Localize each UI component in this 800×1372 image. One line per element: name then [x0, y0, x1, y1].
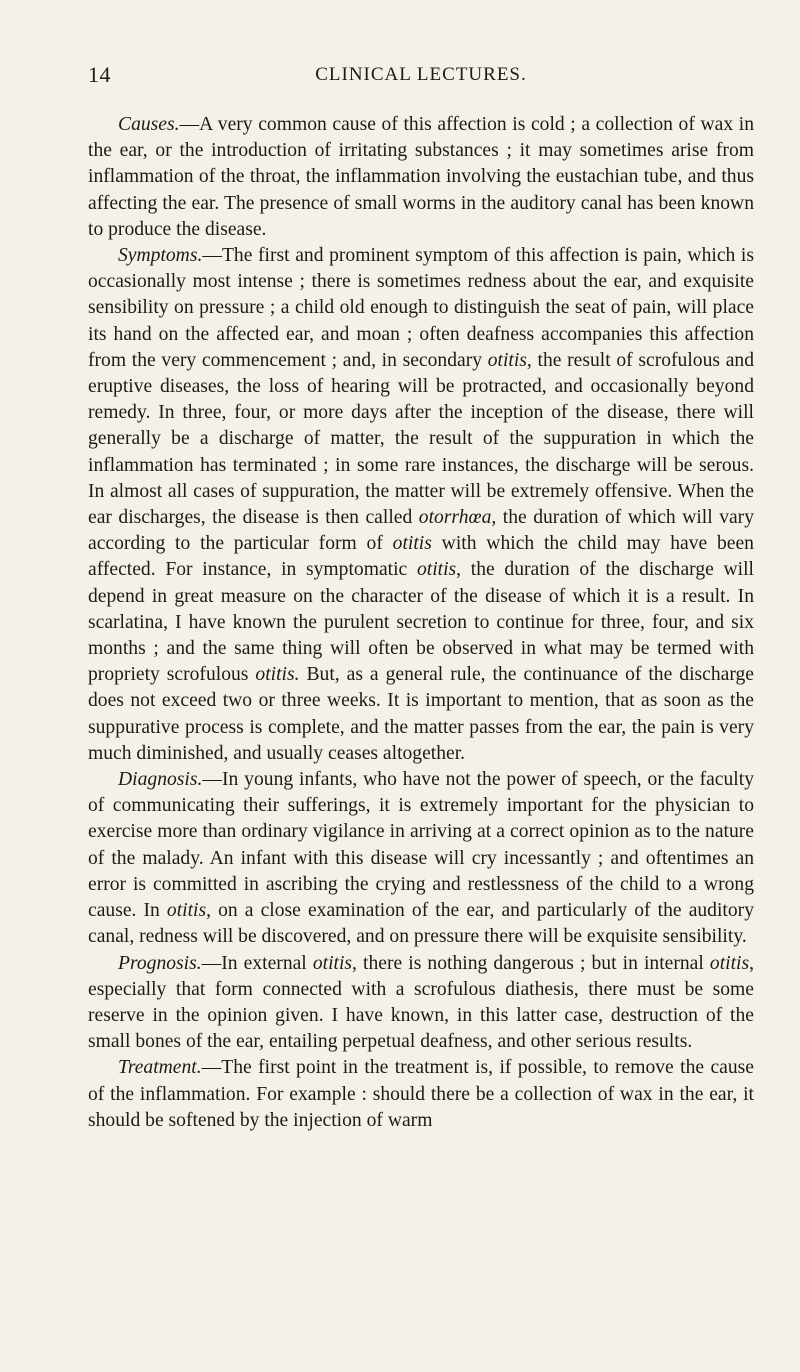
text-segment: —The first point in the treatment is, if possible, to remove the cause of the inflammation. For example : should there be a collection of wax in the ear, it should be softened by the injection of warm	[88, 1057, 754, 1131]
text-segment: , the result of scrofulous and eruptive diseases, the loss of hearing will be protracted, and occasionally beyond remedy. In three, four, or more days after the inception of the disease, there will generally be a discharge of matter, the result of the suppuration in which the inflammation has terminated ; in some rare instances, the discharge will be serous. In almost all cases of suppuration, the matter will be extremely offensive. When the ear discharges, the disease is then called	[88, 349, 754, 529]
italic-text: otitis	[416, 559, 457, 581]
italic-text: Diagnosis.	[118, 769, 203, 791]
italic-text: Causes.	[118, 114, 180, 135]
text-segment: —In young infants, who have not the power of speech, or the faculty of communicating their sufferings, it is extremely important for the physician to exercise more than ordinary vigilance in arriving at a correct opinion as to the nature of the malady. An infant with this disease will cry incessantly ; and oftentimes an error is committed in ascribing the crying and restlessness of the child to a wrong cause. In	[88, 769, 754, 922]
page-header	[88, 62, 754, 96]
text-segment: —A very common cause of this affection is cold ; a collection of wax in the ear, or the introduction of irritating substances ; it may sometimes arise from inflammation of the throat, the inflammation involving the eustachian tube, and thus affecting the ear. The presence of small worms in the auditory canal has been known to produce the disease.	[88, 114, 754, 240]
text-segment: , the duration of the discharge will depend in great measure on the character of the disease of which it is a result. In scarlatina, I have known the purulent secretion to continue for three, four, and six months ; and the same thing will often be observed in what may be termed with propriety scrofulous	[88, 559, 755, 686]
text-segment: —The first and prominent symptom of this affection is pain, which is occasionally most intense ; there is sometimes redness about the ear, and exquisite sensibility on pressure ; a child old enough to distinguish the seat of pain, will place its hand on the affected ear, and moan ; often deafness accompanies this affection from the very commencement ; and, in secondary	[88, 245, 754, 371]
paragraph	[88, 112, 754, 243]
text-segment: , on a close examination of the ear, and particularly of the auditory canal, redness will be discovered, and on pressure there will be exquisite sensibility.	[88, 900, 754, 948]
text-segment: , there is nothing dangerous ; but in internal	[352, 952, 710, 974]
page-number: 14	[88, 62, 111, 87]
text-segment: , the duration of which will vary according to the particular form of	[88, 507, 755, 555]
italic-text: Prognosis.	[118, 952, 202, 974]
running-title: CLINICAL LECTURES.	[315, 64, 527, 85]
paragraph	[88, 1055, 754, 1134]
italic-text: otitis.	[255, 664, 300, 686]
text-segment: with which the child may have been affected. For instance, in symptomatic	[88, 533, 754, 581]
italic-text: otitis	[392, 533, 432, 555]
paragraph	[88, 951, 754, 1056]
italic-text: Symptoms.	[118, 245, 203, 267]
text-segment: , especially that form connected with a scrofulous diathesis, there must be some reserve in the opinion given. I have known, in this latter case, destruction of the small bones of the ear, entailing perpetual deafness, and other serious results.	[88, 952, 754, 1053]
paragraph	[88, 767, 754, 950]
text-segment: But, as a general rule, the continuance of the discharge does not exceed two or three weeks. It is important to mention, that as soon as the suppurative process is complete, and the matter passes from the ear, the pain is very much diminished, and usually ceases altogether.	[88, 664, 754, 764]
italic-text: otitis	[487, 349, 527, 371]
italic-text: Treatment.	[118, 1057, 202, 1079]
text-segment: —In external	[201, 952, 313, 974]
italic-text: otitis	[312, 952, 353, 974]
italic-text: otorrhœa	[418, 507, 492, 529]
italic-text: otitis	[166, 900, 207, 922]
italic-text: otitis	[709, 952, 750, 974]
paragraph	[88, 243, 754, 767]
body-text	[88, 112, 754, 1134]
